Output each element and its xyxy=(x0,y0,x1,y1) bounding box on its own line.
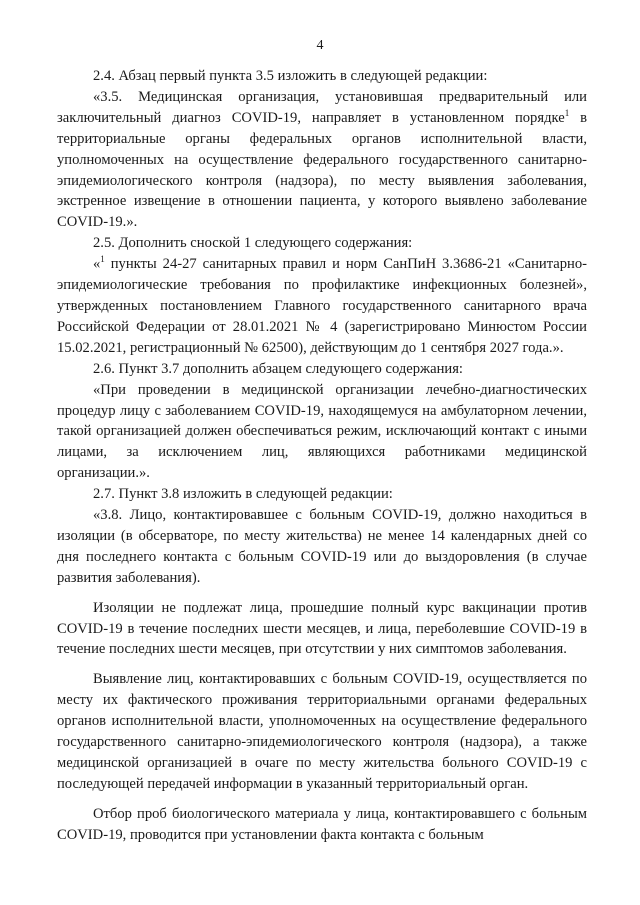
paragraph-2-4-heading: 2.4. Абзац первый пункта 3.5 изложить в следующей редакции: xyxy=(93,68,488,84)
paragraph-3-5-text xyxy=(57,87,587,233)
footnote-ref-1: 1 xyxy=(564,107,570,118)
footnote-marker-1: 1 xyxy=(100,254,105,265)
paragraph-3-7-addition: «При проведении в медицинской организации лечебно-диагностических процедур лицу с заболеванием COVID-19, находящемуся на амбулаторном лечении, такой организацией должен обеспечиваться режим, исключающий контакт с иными лицами, за исключением лиц, являющихся работниками медицинской организации.». xyxy=(57,381,587,482)
footnote-1-text xyxy=(57,254,587,359)
paragraph-sampling: Отбор проб биологического материала у лица, контактировавшего с больным COVID-19, проводится при установлении факта контакта с больным xyxy=(57,805,587,843)
paragraph-2-6-heading: 2.6. Пункт 3.7 дополнить абзацем следующего содержания: xyxy=(93,360,463,377)
paragraph-3-5-text-part2: в территориальные органы федеральных органов исполнительной власти, уполномоченных на осуществление федерального государственного санитарно-эпидемиологического контроля (надзора), по месту выявления заболевания, экстренное извещение в отношении пациента, у которого выявлено заболевание COVID-19.». xyxy=(57,109,587,231)
document-body xyxy=(57,66,587,846)
paragraph-2-7-heading: 2.7. Пункт 3.8 изложить в следующей редакции: xyxy=(93,486,393,503)
paragraph-2-5-heading: 2.5. Дополнить сноской 1 следующего содержания: xyxy=(93,235,413,252)
page-number: 4 xyxy=(316,38,324,53)
paragraph-3-5-text-part1: «3.5. Медицинская организация, установившая предварительный или заключительный диагноз COVID-19, направляет в установленном порядке xyxy=(57,88,587,126)
paragraph-3-8-text: «3.8. Лицо, контактировавшее с больным COVID-19, должно находиться в изоляции (в обсерваторе, по месту жительства) не менее 14 календарных дней со дня последнего контакта с больным COVID-19 или до выздоровления (в случае развития заболевания). xyxy=(57,507,587,586)
paragraph-contact-identification: Выявление лиц, контактировавших с больным COVID-19, осуществляется по месту их фактического проживания территориальными органами федеральных органов исполнительной власти, уполномоченных на осуществление федерального государственного санитарно-эпидемиологического контроля (надзора), а также медицинской организацией в очаге по месту жительства больного COVID-19 с последующей передачей информации в указанный территориальный орган. xyxy=(57,671,587,792)
footnote-1-body: пункты 24-27 санитарных правил и норм СанПиН 3.3686-21 «Санитарно-эпидемиологические требования по профилактике инфекционных болезней», утвержденных постановлением Главного государственного санитарного врача Российской Федерации от 28.01.2021 № 4 (зарегистрировано Минюстом России 15.02.2021, регистрационный № 62500), действующим до 1 сентября 2027 года.». xyxy=(57,256,587,356)
footnote-1-open-quote: « xyxy=(93,256,101,273)
paragraph-isolation-exemption: Изоляции не подлежат лица, прошедшие полный курс вакцинации против COVID-19 в течение последних шести месяцев, и лица, переболевшие COVID-19 в течение последних шести месяцев, при отсутствии у них симптомов заболевания. xyxy=(57,599,587,658)
